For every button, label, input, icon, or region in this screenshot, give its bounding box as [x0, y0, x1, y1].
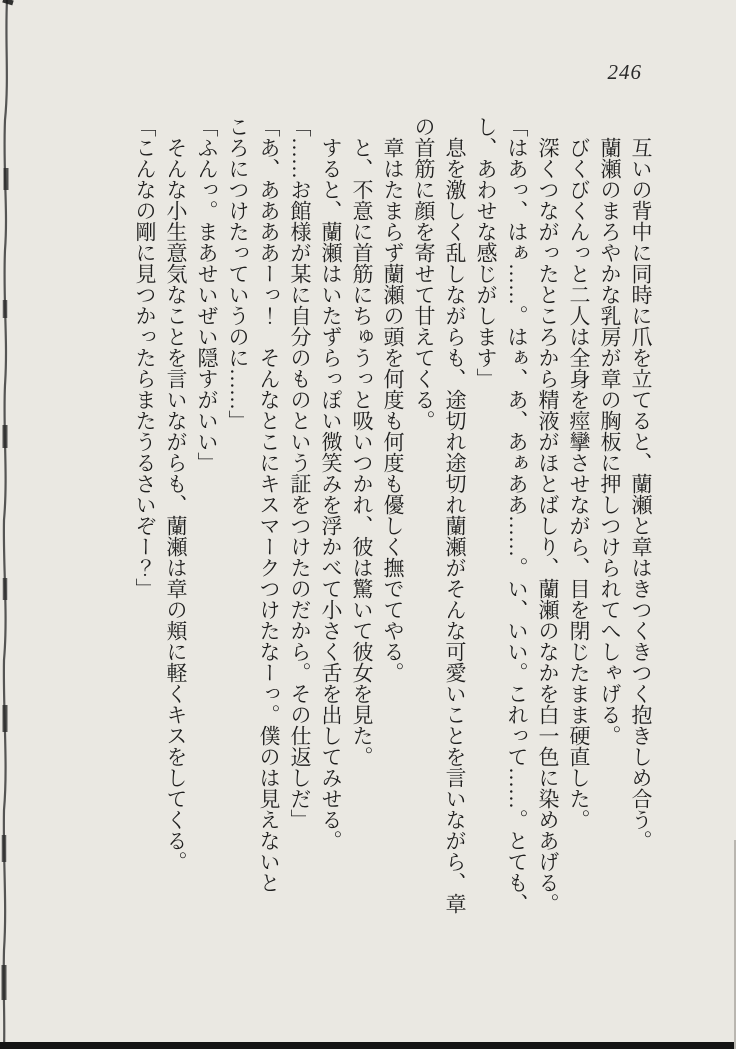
text-line: 章はたまらず蘭瀬の頭を何度も何度も優しく撫でてやる。	[381, 137, 405, 683]
text-line: の首筋に顔を寄せて甘えてくる。	[412, 116, 436, 431]
text-line: びくびくんっと二人は全身を痙攣させながら、目を閉じたまま硬直した。	[567, 137, 591, 830]
text-line: 蘭瀬のまろやかな乳房が章の胸板に押しつけられてへしゃげる。	[598, 137, 622, 746]
text-line: 互いの背中に同時に爪を立てると、蘭瀬と章はきつくきつく抱きしめ合う。	[629, 137, 653, 851]
text-line: すると、蘭瀬はいたずらっぽい微笑みを浮かべて小さく舌を出してみせる。	[319, 137, 343, 851]
text-line: 「……お館様が某に自分のものという証をつけたのだから。その仕返しだ」	[288, 116, 312, 830]
text-line: 「あ、ああああーっ！ そんなとこにキスマークつけたなーっ。僕のは見えないと	[257, 116, 281, 893]
text-line: と、不意に首筋にちゅうっと吸いつかれ、彼は驚いて彼女を見た。	[350, 137, 374, 767]
text-line: 深くつながったところから精液がほとばしり、蘭瀬のなかを白一色に染めあげる。	[536, 137, 560, 914]
scan-bottom-edge-artifact	[0, 1042, 736, 1049]
text-line: 息を激しく乱しながらも、途切れ途切れ蘭瀬がそんな可愛いことを言いながら、章	[443, 137, 467, 914]
text-line: 「はあっ、はぁ……。はぁ、あ、あぁああ……。い、いい。これって……。とても、	[505, 116, 529, 914]
scan-left-edge-artifact	[0, 0, 18, 1049]
text-line: そんな小生意気なことを言いながらも、蘭瀬は章の頬に軽くキスをしてくる。	[164, 137, 188, 872]
page-number: 246	[607, 60, 642, 84]
body-text	[129, 116, 656, 950]
text-line: ころにつけたっていうのに……」	[226, 116, 250, 431]
text-line: し、あわせな感じがします」	[474, 116, 498, 389]
text-line: 「こんなの剛に見つかったらまたうるさいぞー？」	[133, 116, 157, 599]
text-line: 「ふんっ。まあせいぜい隠すがいい」	[195, 116, 219, 473]
